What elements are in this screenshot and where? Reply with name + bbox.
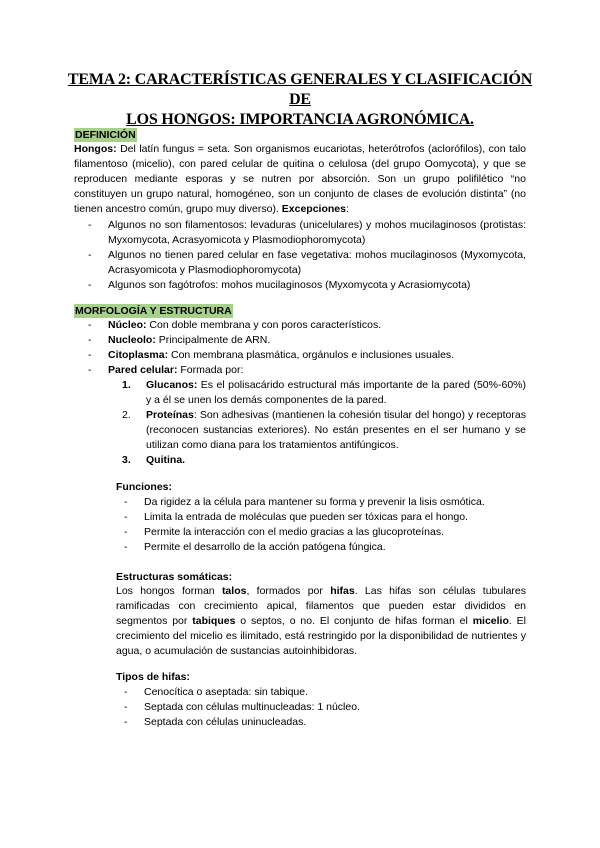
estructuras-somaticas-heading: Estructuras somáticas: <box>116 571 233 583</box>
text-run: o septos, o no. El conjunto de hifas forman el <box>235 615 473 627</box>
text-run: . El crecimiento del micelio es ilimitado, está restringido por la disponibilidad de nutrientes y agua, o acumulación de sustancias autoinhibidoras. <box>116 615 526 657</box>
text-run: Los hongos forman <box>116 585 222 597</box>
list-item <box>74 348 526 363</box>
list-item: - Septada con células multinucleadas: 1 núcleo. <box>110 700 526 715</box>
item-number: 2. <box>122 409 131 421</box>
text-run: , formados por <box>246 585 331 597</box>
title-line-2: LOS HONGOS: IMPORTANCIA AGRONÓMICA. <box>126 111 474 128</box>
definicion-paragraph <box>74 142 526 217</box>
pared-text: Formada por: <box>177 364 244 376</box>
item-number: 1. <box>122 379 131 391</box>
citoplasma-label: Citoplasma: <box>108 349 169 361</box>
section-heading-morfologia: MORFOLOGÍA Y ESTRUCTURA <box>75 305 232 317</box>
somaticas-paragraph <box>116 584 526 659</box>
glucanos-label: Glucanos: <box>146 379 198 391</box>
tipos-hifas-list <box>110 685 526 730</box>
list-item: - Algunos son fagótrofos: mohos mucilaginosos (Myxomycota y Acrasiomycota) <box>74 278 526 293</box>
proteinas-text: : Son adhesivas (mantienen la cohesión tisular del hongo) y receptoras (reconocen sustancias exteriores). No están presentes en el ser humano y se utilizan como diana para los tratamientos antifúngicos. <box>146 409 526 451</box>
section-heading-definicion: DEFINICIÓN <box>75 129 136 141</box>
list-item <box>74 333 526 348</box>
tipos-hifas-heading: Tipos de hifas: <box>116 671 190 683</box>
funciones-list <box>110 495 526 555</box>
excepciones-list <box>74 218 526 293</box>
hongos-term: Hongos: <box>74 143 117 155</box>
quitina-label: Quitina. <box>146 454 186 466</box>
page-title <box>60 70 540 130</box>
item-number: 3. <box>122 454 131 466</box>
excepciones-colon: : <box>345 203 349 215</box>
list-item <box>94 378 526 408</box>
nucleo-text: Con doble membrana y con poros característicos. <box>146 319 382 331</box>
micelio-term: micelio <box>472 615 509 627</box>
pared-list <box>94 378 526 468</box>
definicion-text: Del latín fungus = seta. Son organismos eucariotas, heterótrofos (aclorófilos), con talo filamentoso (micelio), con pared celular de quitina o celulosa (del grupo Oomycota), y que se reproducen mediante esporas y se nutren por absorción. Son un grupo polifilético “no constituyen un grupo natural, homogéneo, son un conjunto de clases de evolución distinta” (no tienen ancestro común, grupo muy diverso). <box>74 143 526 215</box>
list-item: - Cenocítica o aseptada: sin tabique. <box>110 685 526 700</box>
list-item <box>94 453 526 468</box>
nucleolo-text: Principalmente de ARN. <box>155 334 271 346</box>
funciones-heading: Funciones: <box>116 481 173 493</box>
glucanos-text: Es el polisacárido estructural más importante de la pared (50%-60%) y a él se unen los demás componentes de la pared. <box>146 379 526 406</box>
talos-term: talos <box>221 585 247 597</box>
citoplasma-text: Con membrana plasmática, orgánulos e inclusiones usuales. <box>168 349 455 361</box>
nucleolo-label: Nucleolo: <box>108 334 156 346</box>
list-item <box>74 318 526 333</box>
proteinas-label: Proteínas <box>146 409 194 421</box>
nucleo-label: Núcleo: <box>108 319 147 331</box>
list-item: - Algunos no son filamentosos: levaduras (unicelulares) y mohos mucilaginosos (protistas: Myxomycota, Acrasyomicota y Plasmodiophoromycota) <box>74 218 526 248</box>
list-item: - Permite el desarrollo de la acción patógena fúngica. <box>110 540 526 555</box>
text-run: . Las hifas son células tubulares ramificadas con crecimiento apical, filamentos que pueden estar divididos en segmentos por <box>116 585 526 627</box>
list-item <box>74 363 526 378</box>
pared-label: Pared celular: <box>108 364 178 376</box>
list-item: - Da rigidez a la célula para mantener su forma y prevenir la lisis osmótica. <box>110 495 526 510</box>
title-line-1: TEMA 2: CARACTERÍSTICAS GENERALES Y CLASIFICACIÓN DE <box>67 71 533 108</box>
tabiques-term: tabiques <box>192 615 236 627</box>
list-item: - Septada con células uninucleadas. <box>110 715 526 730</box>
morfologia-list <box>74 318 526 378</box>
list-item: - Algunos no tienen pared celular en fase vegetativa: mohos mucilaginosos (Myxomycota, Acrasyomicota y Plasmodiophoromycota) <box>74 248 526 278</box>
excepciones-label: Excepciones <box>281 203 346 215</box>
list-item <box>94 408 526 453</box>
list-item: - Limita la entrada de moléculas que pueden ser tóxicas para el hongo. <box>110 510 526 525</box>
hifas-term: hifas <box>330 585 355 597</box>
list-item: - Permite la interacción con el medio gracias a las glucoproteínas. <box>110 525 526 540</box>
